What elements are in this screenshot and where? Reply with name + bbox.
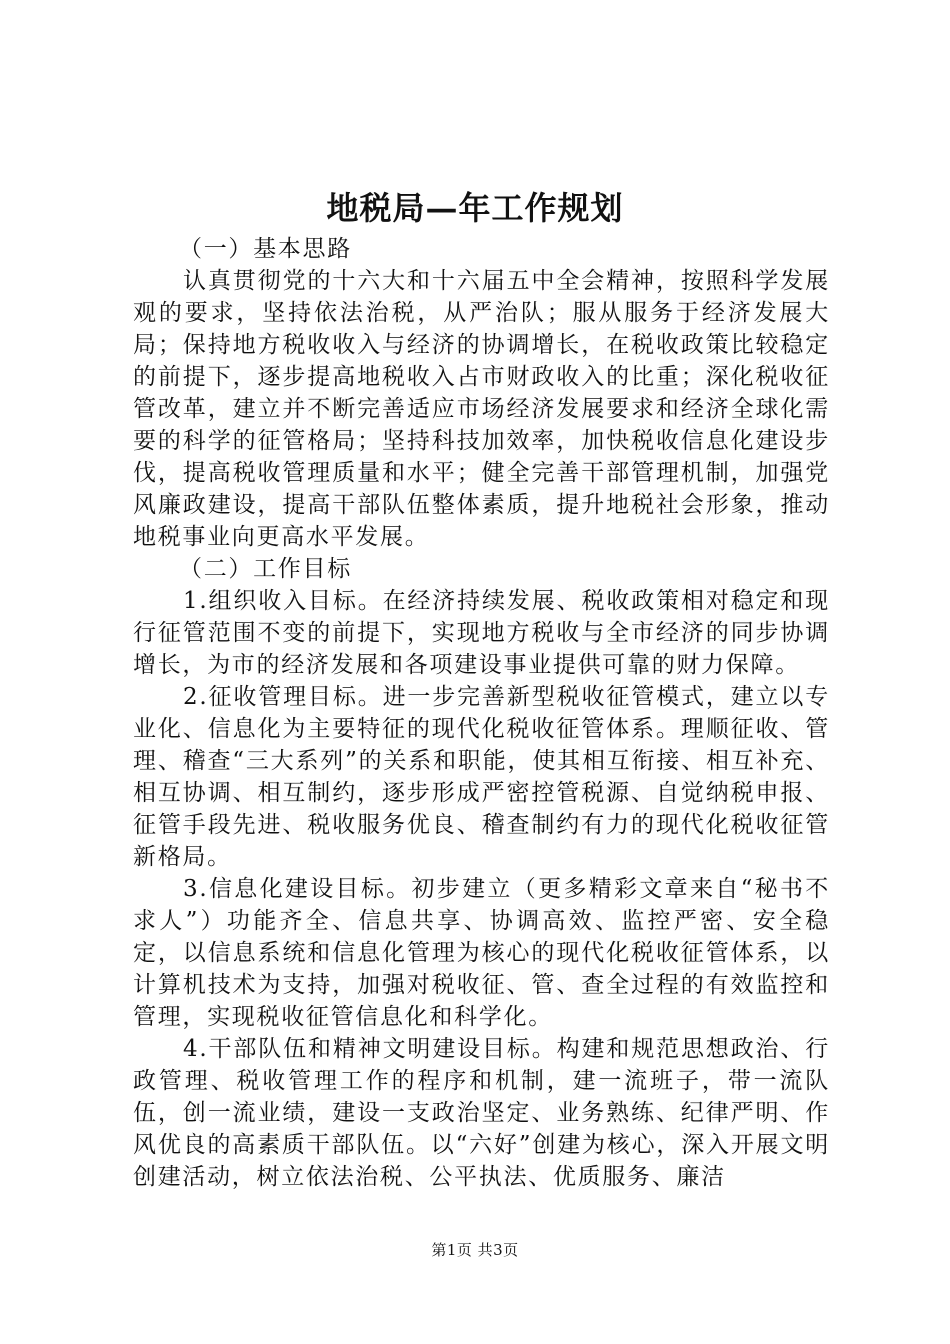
paragraph: 2.征收管理目标。进一步完善新型税收征管模式，建立以专业化、信息化为主要特征的现代化税收征管体系。理顺征收、管理、稽查“三大系列”的关系和职能，使其相互衔接、相互补充、相互协调、相互制约，逐步形成严密控管税源、自觉纳税申报、征管手段先进、税收服务优良、稽查制约有力的现代化税收征管新格局。 [133,684,830,870]
document-title: 地税局—年工作规划 [326,189,624,227]
section-basic-approach [133,233,830,553]
paragraph: 4.干部队伍和精神文明建设目标。构建和规范思想政治、行政管理、税收管理工作的程序和机制，建一流班子，带一流队伍，创一流业绩，建设一支政治坚定、业务熟练、纪律严明、作风优良的高素质干部队伍。以“六好”创建为核心，深入开展文明创建活动，树立依法治税、公平执法、优质服务、廉洁 [133,1036,830,1190]
section-work-goals [133,553,830,1193]
section-heading: （一）基本思路 [179,236,352,262]
paragraph: 3.信息化建设目标。初步建立（更多精彩文章来自“秘书不求人”）功能齐全、信息共享、协调高效、监控严密、安全稳定，以信息系统和信息化管理为核心的现代化税收征管体系，以计算机技术为支持，加强对税收征、管、查全过程的有效监控和管理，实现税收征管信息化和科学化。 [133,876,830,1030]
paragraph: 认真贯彻党的十六大和十六届五中全会精神，按照科学发展观的要求，坚持依法治税，从严治队；服从服务于经济发展大局；保持地方税收收入与经济的协调增长，在税收政策比较稳定的前提下，逐步提高地税收入占市财政收入的比重；深化税收征管改革，建立并不断完善适应市场经济发展要求和经济全球化需要的科学的征管格局；坚持科技加效率，加快税收信息化建设步伐，提高税收管理质量和水平；健全完善干部管理机制，加强党风廉政建设，提高干部队伍整体素质，提升地税社会形象，推动地税事业向更高水平发展。 [133,268,830,550]
page-number-footer: 第1页 共3页 [431,1241,519,1259]
paragraph: 1.组织收入目标。在经济持续发展、税收政策相对稳定和现行征管范围不变的前提下，实现地方税收与全市经济的同步协调增长，为市的经济发展和各项建设事业提供可靠的财力保障。 [133,588,830,678]
document-body [133,233,830,1193]
section-heading: （二）工作目标 [179,556,352,582]
